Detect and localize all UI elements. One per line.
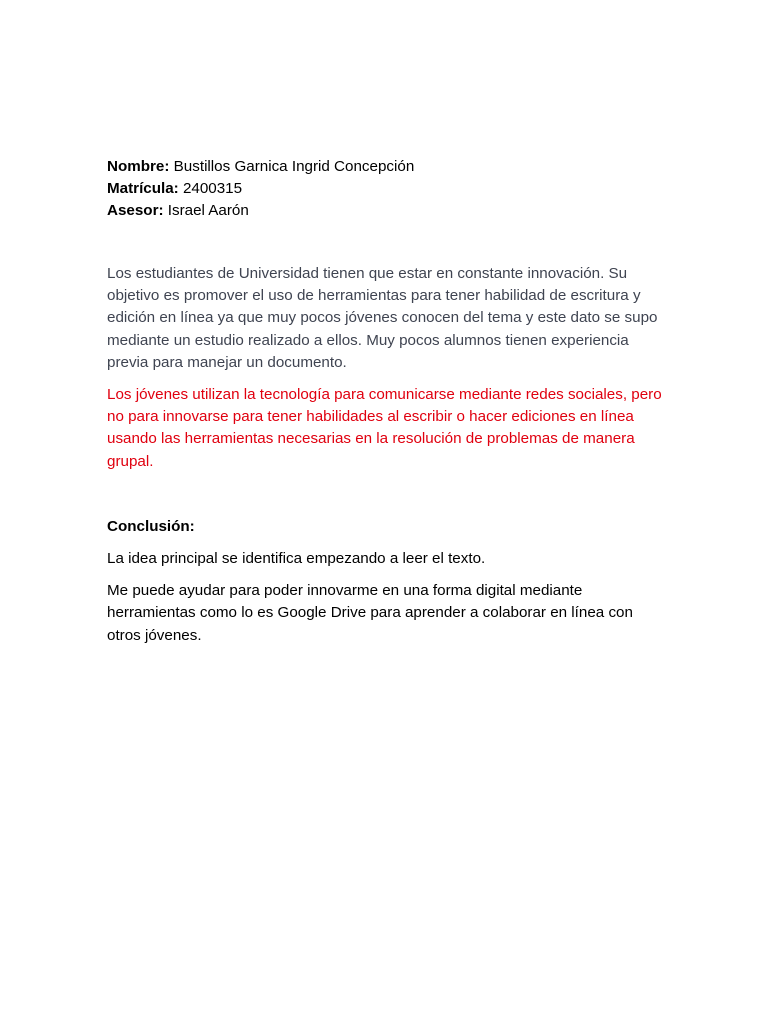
conclusion-heading: Conclusión: <box>107 517 195 535</box>
nombre-value: Bustillos Garnica Ingrid Concepción <box>169 158 415 175</box>
conclusion-paragraph-2: Me puede ayudar para poder innovarme en una forma digital mediante herramientas como lo es Google Drive para aprender a colaborar en línea con otros jóvenes. <box>107 582 633 644</box>
document-content <box>107 156 667 647</box>
body-paragraph-2: Los jóvenes utilizan la tecnología para comunicarse mediante redes sociales, pero no para innovarse para tener habilidades al escribir o hacer ediciones en línea usando las herramientas necesarias en la resolución de problemas de manera grupal. <box>107 386 662 470</box>
matricula-label: Matrícula: <box>107 180 179 197</box>
conclusion-paragraph-1: La idea principal se identifica empezando a leer el texto. <box>107 550 486 568</box>
matricula-value: 2400315 <box>178 180 243 197</box>
nombre-line <box>107 156 667 178</box>
asesor-line <box>107 200 667 222</box>
nombre-label: Nombre: <box>107 158 170 175</box>
asesor-value: Israel Aarón <box>163 202 249 219</box>
asesor-label: Asesor: <box>107 202 164 219</box>
body-paragraph-1: Los estudiantes de Universidad tienen que estar en constante innovación. Su objetivo es promover el uso de herramientas para tener habilidad de escritura y edición en línea ya que muy pocos jóvenes conocen del tema y este dato se supo mediante un estudio realizado a ellos. Muy pocos alumnos tienen experiencia previa para manejar un documento. <box>107 265 658 371</box>
matricula-line <box>107 178 667 200</box>
